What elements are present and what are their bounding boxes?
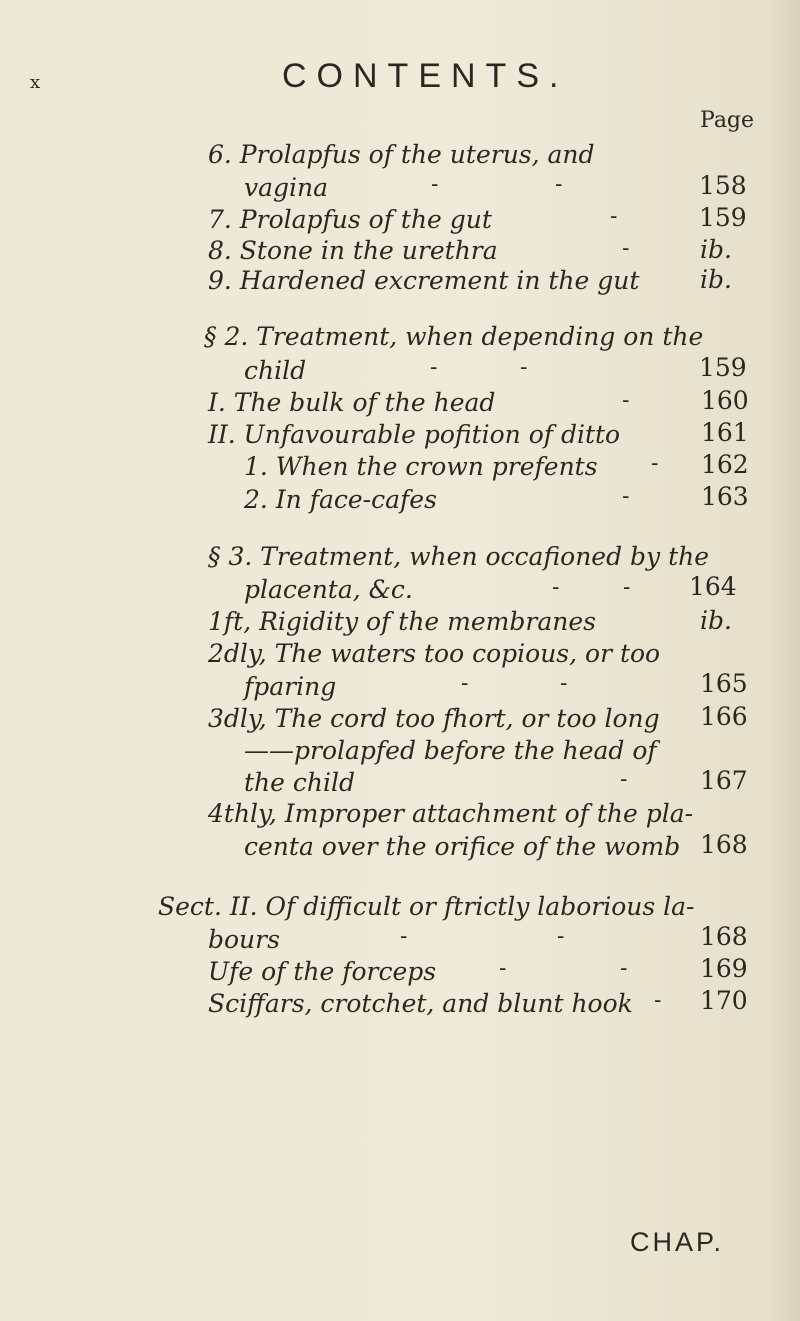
entry-6-line2: vagina xyxy=(244,173,329,202)
entry-2dly-line2: fparing xyxy=(244,672,337,701)
leader-dash: - xyxy=(623,575,631,600)
section-2-line2: child xyxy=(244,356,307,385)
entry-2dly-line1: 2dly, The waters too copious, or too xyxy=(208,639,661,668)
entry-3dly-child: the child xyxy=(244,768,355,797)
leader-dash: - xyxy=(400,924,408,949)
entry-6-page: 158 xyxy=(699,171,747,200)
entry-3dly-prolapsed: ——prolapfed before the head of xyxy=(244,736,657,765)
entry-8-page: ib. xyxy=(700,235,732,264)
leader-dash: - xyxy=(557,924,565,949)
entry-9: 9. Hardened excrement in the gut xyxy=(208,266,640,295)
leader-dash: - xyxy=(610,204,618,229)
leader-dash: - xyxy=(620,956,628,981)
entry-2dly-page: 165 xyxy=(700,669,748,698)
entry-3dly: 3dly, The cord too fhort, or too long xyxy=(208,704,660,733)
entry-1-crown-page: 162 xyxy=(701,450,749,479)
catchword: CHAP. xyxy=(630,1227,725,1257)
leader-dash: - xyxy=(520,355,528,380)
entry-II: II. Unfavourable pofition of ditto xyxy=(208,420,621,449)
leader-dash: - xyxy=(622,236,630,261)
page-title: CONTENTS. xyxy=(282,57,569,95)
entry-4thly-page: 168 xyxy=(700,830,748,859)
leader-dash: - xyxy=(622,484,630,509)
page-column-label: Page xyxy=(700,108,755,133)
entry-3dly-page: 166 xyxy=(700,702,748,731)
entry-8: 8. Stone in the urethra xyxy=(208,236,498,265)
section-3-line2: placenta, &c. xyxy=(244,575,413,604)
entry-2-face-page: 163 xyxy=(701,482,749,511)
page-number: x xyxy=(30,72,41,93)
entry-9-page: ib. xyxy=(700,265,732,294)
section-3-line1: § 3. Treatment, when occafioned by the xyxy=(208,542,710,571)
leader-dash: - xyxy=(622,388,630,413)
section-2-page: 159 xyxy=(699,353,747,382)
sect-II-page: 168 xyxy=(700,922,748,951)
sect-II-line2: bours xyxy=(208,925,280,954)
leader-dash: - xyxy=(430,355,438,380)
entry-II-page: 161 xyxy=(701,418,749,447)
entry-1-crown: 1. When the crown prefents xyxy=(244,452,598,481)
leader-dash: - xyxy=(654,988,662,1013)
entry-forceps: Ufe of the forceps xyxy=(208,957,437,986)
entry-forceps-page: 169 xyxy=(700,954,748,983)
entry-6-line1: 6. Prolapfus of the uterus, and xyxy=(208,140,595,169)
entry-7-page: 159 xyxy=(699,203,747,232)
entry-2-face: 2. In face-cafes xyxy=(244,485,437,514)
entry-3dly-child-page: 167 xyxy=(700,766,748,795)
entry-scissars-page: 170 xyxy=(700,986,748,1015)
leader-dash: - xyxy=(499,956,507,981)
entry-1st-page: ib. xyxy=(700,606,732,635)
leader-dash: - xyxy=(552,575,560,600)
leader-dash: - xyxy=(461,671,469,696)
section-3-page: 164 xyxy=(689,572,737,601)
leader-dash: - xyxy=(560,671,568,696)
entry-4thly-line1: 4thly, Improper attachment of the pla- xyxy=(208,799,694,828)
leader-dash: - xyxy=(620,767,628,792)
section-2-line1: § 2. Treatment, when depending on the xyxy=(204,322,704,351)
entry-I-page: 160 xyxy=(701,386,749,415)
sect-II-line1: Sect. II. Of difficult or ftrictly laborious la- xyxy=(158,892,695,921)
leader-dash: - xyxy=(651,451,659,476)
entry-scissars: Sciffars, crotchet, and blunt hook xyxy=(208,989,633,1018)
entry-7: 7. Prolapfus of the gut xyxy=(208,205,492,234)
entry-4thly-line2: centa over the orifice of the womb xyxy=(244,832,681,861)
leader-dash: - xyxy=(431,172,439,197)
entry-1st-rigidity: 1ft, Rigidity of the membranes xyxy=(208,607,596,636)
entry-I: I. The bulk of the head xyxy=(208,388,496,417)
leader-dash: - xyxy=(555,172,563,197)
